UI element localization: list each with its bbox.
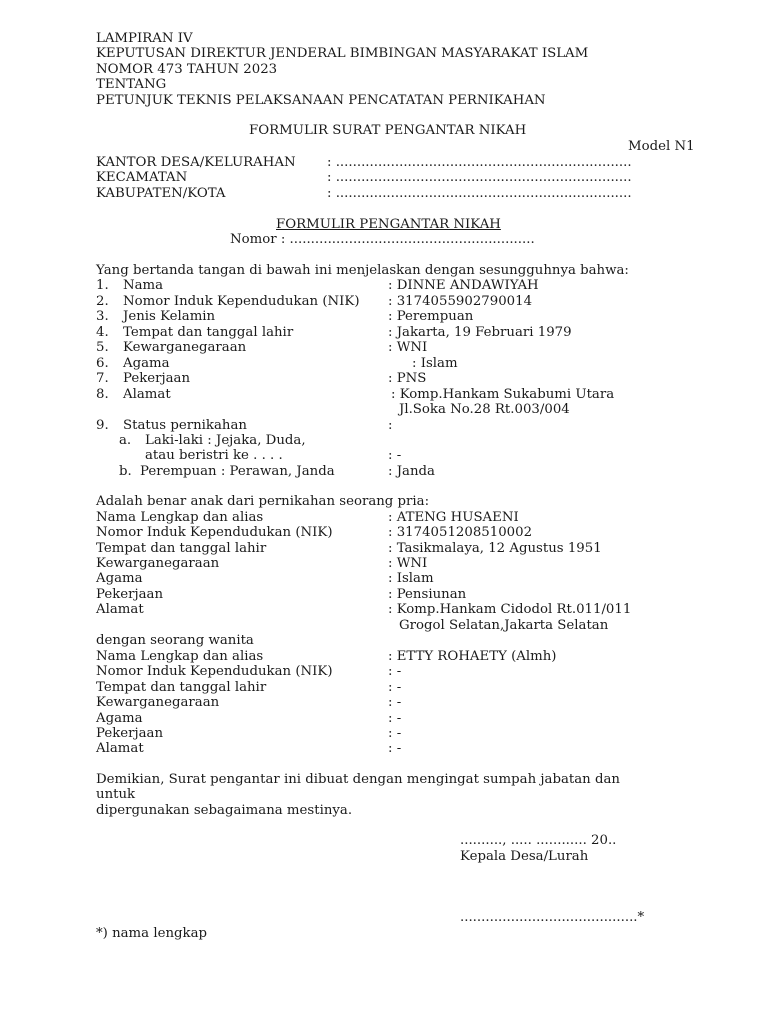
field-value: : Tasikmalaya, 12 Agustus 1951: [388, 541, 602, 556]
signature-name-line: ..........................................*: [460, 910, 645, 925]
closing-text-end: dipergunakan sebagaimana mestinya.: [96, 803, 353, 818]
office-label-kabupaten: KABUPATEN/KOTA: [96, 186, 226, 201]
field-value-cont: Grogol Selatan,Jakarta Selatan: [399, 618, 609, 633]
field-label: Tempat dan tanggal lahir: [96, 680, 267, 695]
field-value: : WNI: [388, 340, 428, 355]
field-value: : Pensiunan: [388, 587, 467, 602]
footnote: *) nama lengkap: [96, 926, 208, 941]
item-number: 5.: [96, 340, 109, 355]
field-label: Pekerjaan: [96, 587, 164, 602]
field-label: Kewarganegaraan: [96, 695, 220, 710]
field-label: Nomor Induk Kependudukan (NIK): [96, 664, 333, 679]
sub-item-text: Laki-laki : Jejaka, Duda,: [145, 433, 306, 448]
field-label: Tempat dan tanggal lahir: [123, 325, 294, 340]
item-number: 2.: [96, 294, 109, 309]
field-value: : Perempuan: [388, 309, 474, 324]
father-intro: Adalah benar anak dari pernikahan seorang pria:: [96, 494, 430, 509]
closing-text-cont: untuk: [96, 787, 136, 802]
field-value: : -: [388, 741, 402, 756]
field-label: Alamat: [96, 741, 144, 756]
letter-number: Nomor : ..........................................................: [230, 232, 535, 247]
mother-intro: dengan seorang wanita: [96, 633, 254, 648]
decree-subject: PETUNJUK TEKNIS PELAKSANAAN PENCATATAN PERNIKAHAN: [96, 93, 546, 108]
field-label: Nama Lengkap dan alias: [96, 649, 264, 664]
field-value: :: [388, 418, 393, 433]
signature-date: .........., ..... ............ 20..: [460, 833, 617, 848]
sub-item-text: Perempuan : Perawan, Janda: [140, 464, 335, 479]
field-label: Nama Lengkap dan alias: [96, 510, 264, 525]
field-label: Nomor Induk Kependudukan (NIK): [123, 294, 360, 309]
field-label: Pekerjaan: [123, 371, 191, 386]
field-value: : 3174051208510002: [388, 525, 533, 540]
item-number: 3.: [96, 309, 109, 324]
decree-number: NOMOR 473 TAHUN 2023: [96, 62, 278, 77]
field-label: Tempat dan tanggal lahir: [96, 541, 267, 556]
field-value: : Islam: [412, 356, 458, 371]
office-label-kecamatan: KECAMATAN: [96, 170, 188, 185]
field-value: : -: [388, 726, 402, 741]
field-value: : ATENG HUSAENI: [388, 510, 519, 525]
item-number: 4.: [96, 325, 109, 340]
field-label: Agama: [96, 571, 143, 586]
form-title: FORMULIR SURAT PENGANTAR NIKAH: [249, 123, 527, 138]
field-value: : -: [388, 711, 402, 726]
field-value: : Jakarta, 19 Februari 1979: [388, 325, 572, 340]
office-value-kabupaten: : ......................................................................: [327, 186, 632, 201]
field-label: Agama: [96, 711, 143, 726]
field-value: : ETTY ROHAETY (Almh): [388, 649, 557, 664]
field-value: : Janda: [388, 464, 435, 479]
section-title: FORMULIR PENGANTAR NIKAH: [276, 217, 501, 232]
field-value: : -: [388, 680, 402, 695]
field-label: Pekerjaan: [96, 726, 164, 741]
field-value: : Komp.Hankam Cidodol Rt.011/011: [388, 602, 632, 617]
field-value: : -: [388, 664, 402, 679]
field-value-cont: Jl.Soka No.28 Rt.003/004: [399, 402, 570, 417]
intro-text: Yang bertanda tangan di bawah ini menjelaskan dengan sesungguhnya bahwa:: [96, 263, 629, 278]
item-number: 6.: [96, 356, 109, 371]
field-label: Status pernikahan: [123, 418, 247, 433]
field-label: Alamat: [96, 602, 144, 617]
field-value: : PNS: [388, 371, 427, 386]
lampiran-label: LAMPIRAN IV: [96, 31, 193, 46]
field-value: : DINNE ANDAWIYAH: [388, 278, 539, 293]
field-label: Nama: [123, 278, 164, 293]
office-value-desa: : ......................................................................: [327, 155, 632, 170]
model-code: Model N1: [628, 139, 695, 154]
field-label: Kewarganegaraan: [96, 556, 220, 571]
field-value: : -: [388, 448, 402, 463]
field-value: : Islam: [388, 571, 434, 586]
field-label: Nomor Induk Kependudukan (NIK): [96, 525, 333, 540]
decree-title: KEPUTUSAN DIREKTUR JENDERAL BIMBINGAN MASYARAKAT ISLAM: [96, 46, 589, 61]
sub-item-text-cont: atau beristri ke . . . .: [145, 448, 283, 463]
sub-item-label: b.: [119, 464, 132, 479]
field-value: : Komp.Hankam Sukabumi Utara: [391, 387, 615, 402]
decree-about: TENTANG: [96, 77, 167, 92]
field-value: : -: [388, 695, 402, 710]
field-label: Kewarganegaraan: [123, 340, 247, 355]
item-number: 7.: [96, 371, 109, 386]
signature-title: Kepala Desa/Lurah: [460, 849, 589, 864]
field-label: Agama: [123, 356, 170, 371]
field-label: Alamat: [123, 387, 171, 402]
field-value: : WNI: [388, 556, 428, 571]
field-label: Jenis Kelamin: [123, 309, 216, 324]
item-number: 9.: [96, 418, 109, 433]
sub-item-label: a.: [119, 433, 132, 448]
office-label-desa: KANTOR DESA/KELURAHAN: [96, 155, 296, 170]
item-number: 8.: [96, 387, 109, 402]
item-number: 1.: [96, 278, 109, 293]
closing-text: Demikian, Surat pengantar ini dibuat dengan mengingat sumpah jabatan dan: [96, 772, 620, 787]
field-value: : 3174055902790014: [388, 294, 533, 309]
office-value-kecamatan: : ......................................................................: [327, 170, 632, 185]
